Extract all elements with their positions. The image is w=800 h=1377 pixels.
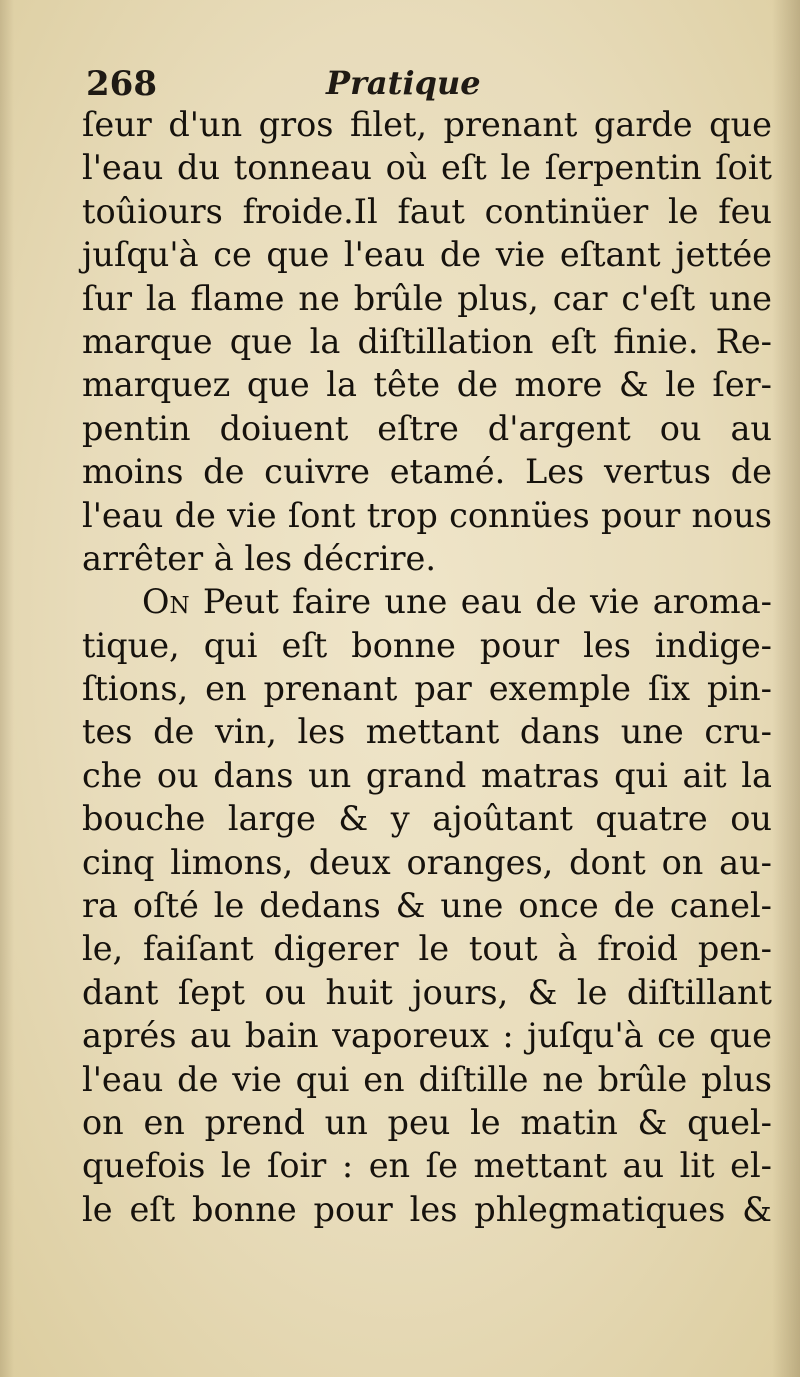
text-line: l'eau de vie ſont trop connües pour nous: [82, 495, 772, 535]
opening-line-text: Peut faire une eau de vie aroma-: [202, 582, 772, 622]
text-line: le, faiſant digerer le tout à froid pen-: [82, 929, 772, 969]
text-line: aprés au bain vaporeux : juſqu'à ce que: [82, 1016, 772, 1056]
text-line: on en prend un peu le matin & quel-: [82, 1102, 772, 1142]
text-line: cinq limons, deux oranges, dont on au-: [82, 842, 772, 882]
text-line: moins de cuivre etamé. Les vertus de: [82, 452, 772, 492]
text-line: tique, qui eſt bonne pour les indige-: [82, 625, 772, 665]
text-line: bouche large & y ajoûtant quatre ou: [82, 799, 772, 839]
text-line: l'eau du tonneau où eſt le ſerpentin ſoit: [82, 148, 772, 188]
text-line: ra oſté le dedans & une once de canel-: [82, 886, 772, 926]
text-line: ſtions, en prenant par exemple ſix pin-: [82, 669, 772, 709]
text-line: pentin doiuent eſtre d'argent ou au: [82, 408, 772, 448]
text-line: marquez que la tête de more & le ſer-: [82, 365, 772, 405]
running-head: [86, 64, 766, 108]
text-line: quefois le ſoir : en ſe mettant au lit el-: [82, 1146, 772, 1186]
body-text: [82, 103, 772, 1231]
running-head-title: Pratique: [326, 64, 481, 102]
text-line: ſur la flame ne brûle plus, car c'eſt une: [82, 278, 772, 318]
text-line: toûiours froide.Il faut continüer le feu: [82, 191, 772, 231]
text-line: ſeur d'un gros filet, prenant garde que: [82, 105, 772, 144]
paragraph-opening-line: [82, 580, 772, 623]
text-line: l'eau de vie qui en diſtille ne brûle plus: [82, 1059, 772, 1099]
text-line: marque que la diſtillation eſt finie. Re-: [82, 321, 772, 361]
text-line: che ou dans un grand matras qui ait la: [82, 755, 772, 795]
page-number: 268: [86, 64, 157, 104]
text-line: dant ſept ou huit jours, & le diſtillant: [82, 972, 772, 1012]
text-line: tes de vin, les mettant dans une cru-: [82, 712, 772, 752]
text-line: le eſt bonne pour les phlegmatiques &: [82, 1189, 772, 1229]
page-edge-shadow: [772, 0, 800, 1377]
paragraph-initial-word: On: [142, 582, 190, 622]
text-line: juſqu'à ce que l'eau de vie eſtant jettée: [82, 235, 772, 275]
page-gutter-shadow: [0, 0, 14, 1377]
text-line-paragraph-end: arrêter à les décrire.: [82, 538, 437, 578]
